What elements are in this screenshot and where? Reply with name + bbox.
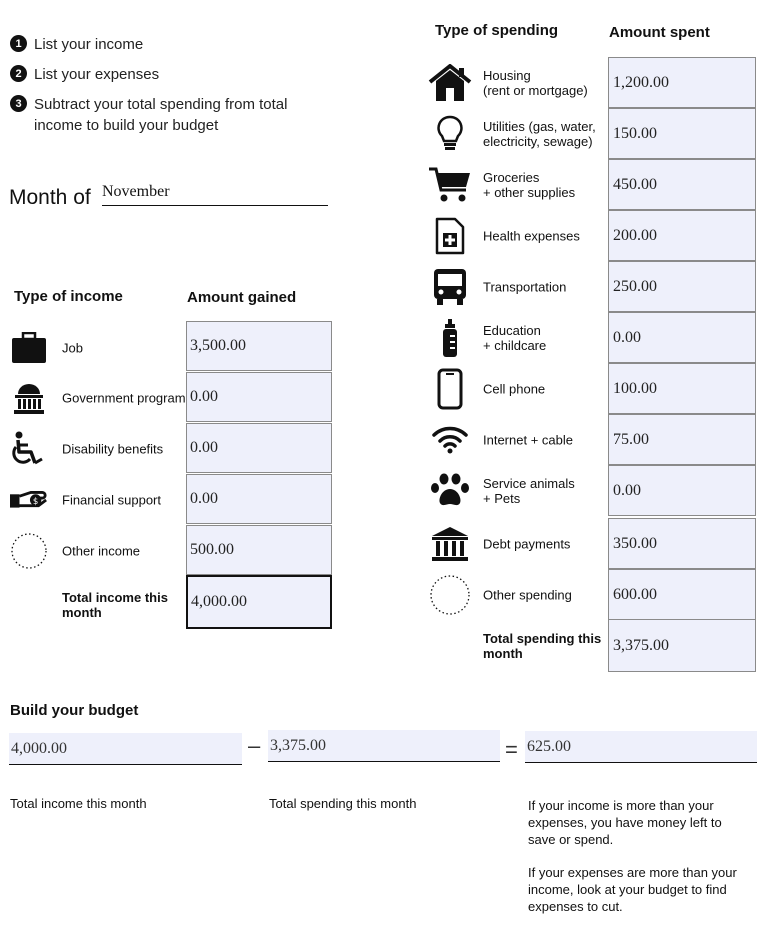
spending-label: Groceries + other supplies — [483, 169, 576, 200]
spending-label: Education + childcare — [483, 322, 547, 353]
budget-result-field[interactable]: 625.00 — [525, 731, 757, 763]
spending-pets-field[interactable]: 0.00 — [608, 465, 756, 516]
bank-icon — [427, 521, 473, 567]
step-text: List your income — [34, 36, 144, 53]
step-3 — [10, 94, 324, 136]
income-type-header: Type of income — [14, 288, 123, 305]
budget-income-field[interactable]: 4,000.00 — [9, 733, 242, 765]
spending-label: Service animals + Pets — [483, 475, 575, 506]
income-disability-field[interactable]: 0.00 — [186, 423, 332, 473]
spending-row-other — [425, 569, 610, 620]
income-row-other — [0, 525, 190, 576]
budget-income-caption: Total income this month — [10, 796, 147, 811]
svg-text:$: $ — [32, 496, 39, 507]
income-total-field[interactable]: 4,000.00 — [186, 575, 332, 629]
income-label: Government program — [62, 390, 186, 405]
spending-education-field[interactable]: 0.00 — [608, 312, 756, 363]
month-value: November — [102, 183, 170, 200]
wheelchair-icon — [10, 430, 48, 468]
spending-row-cell-phone — [425, 363, 610, 414]
spending-cell-phone-field[interactable]: 100.00 — [608, 363, 756, 414]
month-field[interactable] — [102, 183, 328, 206]
spending-row-housing — [425, 57, 610, 108]
spending-row-utilities — [425, 108, 610, 159]
spending-label: Internet + cable — [483, 432, 573, 447]
spending-transportation-field[interactable]: 250.00 — [608, 261, 756, 312]
spending-other-field[interactable]: 600.00 — [608, 569, 756, 620]
step-number: 1 — [10, 35, 27, 52]
income-row-disability — [0, 423, 190, 474]
medical-document-icon — [427, 213, 473, 259]
step-2 — [10, 64, 334, 85]
step-text: List your expenses — [34, 66, 160, 83]
month-label: Month of — [9, 186, 91, 209]
spending-amount-header: Amount spent — [609, 24, 710, 41]
spending-label: Cell phone — [483, 381, 546, 396]
dotted-circle-icon — [427, 572, 473, 618]
budget-title: Build your budget — [10, 702, 139, 719]
spending-row-pets — [425, 465, 610, 516]
money-hand-icon — [10, 481, 48, 519]
lightbulb-icon — [427, 111, 473, 157]
spending-groceries-field[interactable]: 450.00 — [608, 159, 756, 210]
cell-phone-icon — [427, 366, 473, 412]
income-label: Job — [62, 340, 83, 355]
step-number: 2 — [10, 65, 27, 82]
income-amount-header: Amount gained — [187, 289, 297, 306]
paw-icon — [427, 468, 473, 514]
income-job-field[interactable]: 3,500.00 — [186, 321, 332, 371]
income-label: Other income — [62, 543, 141, 558]
income-financial-support-field[interactable]: 0.00 — [186, 474, 332, 524]
bus-icon — [427, 264, 473, 310]
step-1 — [10, 34, 334, 55]
spending-row-internet — [425, 414, 610, 465]
minus-sign: – — [248, 733, 261, 758]
shopping-cart-icon — [427, 162, 473, 208]
spending-label: Health expenses — [483, 228, 580, 243]
spending-utilities-field[interactable]: 150.00 — [608, 108, 756, 159]
spending-housing-field[interactable]: 1,200.00 — [608, 57, 756, 108]
spending-label: Utilities (gas, water, electricity, sewage) — [483, 118, 596, 149]
spending-debt-field[interactable]: 350.00 — [608, 518, 756, 569]
income-other-field[interactable]: 500.00 — [186, 525, 332, 575]
income-total-label: Total income this month — [62, 590, 168, 620]
spending-row-groceries — [425, 159, 610, 210]
budget-note-surplus: If your income is more than your expenses, you have money left to save or spend. — [528, 798, 722, 847]
baby-bottle-icon — [427, 315, 473, 361]
spending-row-transportation — [425, 261, 610, 312]
spending-total-field[interactable]: 3,375.00 — [608, 619, 756, 672]
government-building-icon — [10, 379, 48, 417]
budget-note-deficit: If your expenses are more than your income, look at your budget to find expenses to cut. — [528, 865, 737, 914]
budget-spending-field[interactable]: 3,375.00 — [268, 730, 500, 762]
wifi-icon — [427, 417, 473, 463]
spending-label: Other spending — [483, 587, 572, 602]
spending-row-debt — [425, 518, 610, 569]
briefcase-icon — [10, 329, 48, 367]
dotted-circle-icon — [10, 532, 48, 570]
spending-label: Transportation — [483, 279, 567, 294]
income-row-job — [0, 322, 190, 373]
spending-health-field[interactable]: 200.00 — [608, 210, 756, 261]
spending-label: Housing (rent or mortgage) — [483, 67, 588, 98]
budget-spending-caption: Total spending this month — [269, 796, 417, 811]
income-row-financial-support — [0, 474, 190, 525]
income-label: Financial support — [62, 492, 161, 507]
spending-row-education — [425, 312, 610, 363]
house-icon — [427, 60, 473, 106]
income-row-government — [0, 372, 190, 423]
spending-type-header: Type of spending — [435, 22, 559, 39]
income-government-field[interactable]: 0.00 — [186, 372, 332, 422]
spending-internet-field[interactable]: 75.00 — [608, 414, 756, 465]
equals-sign: = — [505, 737, 518, 762]
step-number: 3 — [10, 95, 27, 112]
income-label: Disability benefits — [62, 441, 164, 456]
spending-row-health — [425, 210, 610, 261]
spending-total-label: Total spending this month — [483, 631, 602, 661]
step-text: Subtract your total spending from total income to build your budget — [34, 96, 288, 134]
spending-label: Debt payments — [483, 536, 571, 551]
